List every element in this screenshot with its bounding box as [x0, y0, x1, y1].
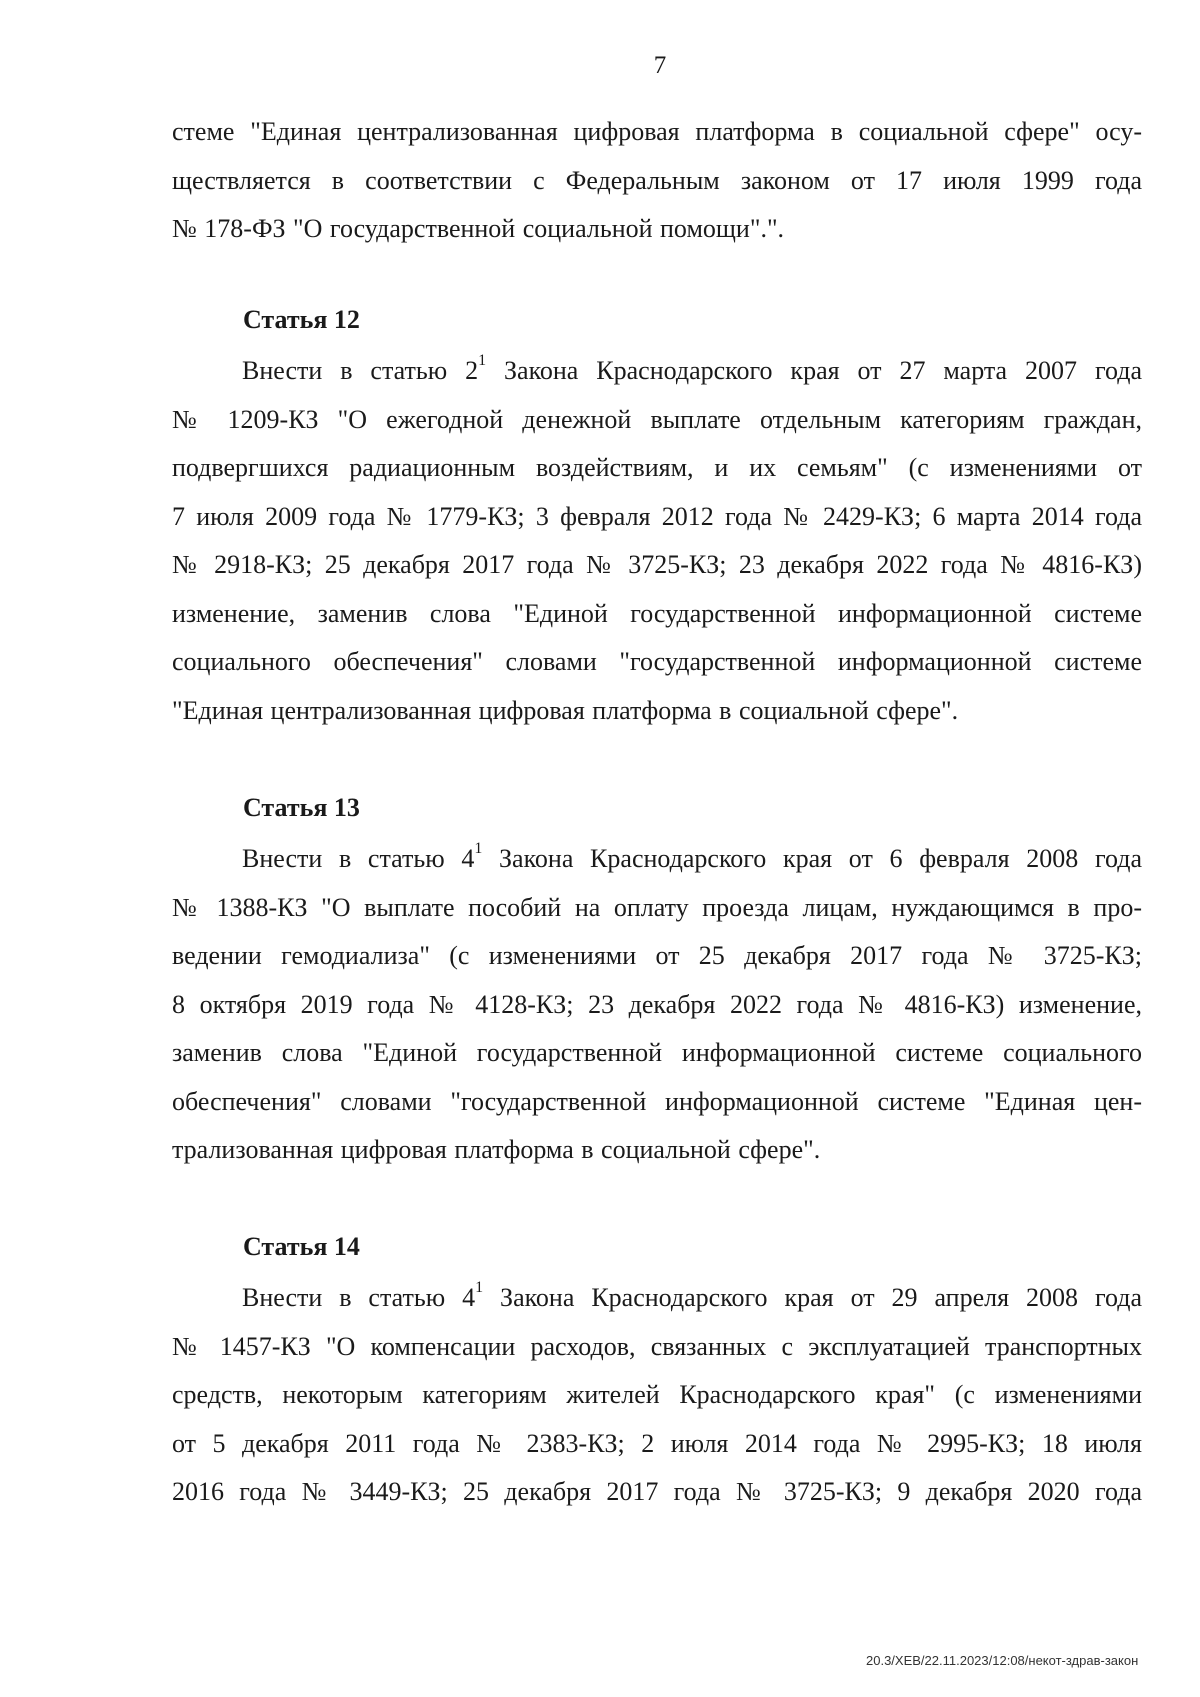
- article-14-paragraph: [172, 1274, 1142, 1517]
- article-14-heading: Статья 14: [243, 1232, 360, 1261]
- intro-line-1: стеме "Единая централизованная цифровая платформа в социальной сфере" осу-: [172, 117, 1142, 146]
- article-13-line-5: заменив слова "Единой государственной информационной системе социального: [172, 1038, 1142, 1067]
- article-14-line-5: 2016 года № 3449-КЗ; 25 декабря 2017 года № 3725-КЗ; 9 декабря 2020 года: [172, 1477, 1142, 1506]
- document-footer-code: 20.3/ХЕВ/22.11.2023/12:08/некот-здрав-закон: [866, 1653, 1139, 1668]
- superscript-marker: 1: [475, 1279, 484, 1297]
- article-12-line-5: № 2918-КЗ; 25 декабря 2017 года № 3725-КЗ; 23 декабря 2022 года № 4816-КЗ): [172, 550, 1142, 579]
- page-number: 7: [653, 52, 667, 79]
- article-13-heading: Статья 13: [243, 793, 360, 822]
- article-13-line-6: обеспечения" словами "государственной информационной системе "Единая цен-: [172, 1086, 1142, 1116]
- article-12-line-4: 7 июля 2009 года № 1779-КЗ; 3 февраля 2012 года № 2429-КЗ; 6 марта 2014 года: [172, 501, 1142, 531]
- intro-paragraph: [172, 108, 1142, 254]
- article-12-line-3: подвергшихся радиационным воздействиям, и их семьям" (с изменениями от: [172, 453, 1142, 482]
- article-12-line-8: "Единая централизованная цифровая платформа в социальной сфере".: [172, 695, 959, 725]
- article-12-heading: Статья 12: [243, 305, 360, 334]
- article-12-line-6: изменение, заменив слова "Единой государственной информационной системе: [172, 598, 1142, 628]
- superscript-marker: 1: [474, 840, 483, 858]
- intro-line-3: № 178-ФЗ "О государственной социальной помощи".".: [172, 214, 785, 243]
- article-12-line-7: социального обеспечения" словами "государственной информационной системе: [172, 647, 1142, 676]
- article-13-line-3: ведении гемодиализа" (с изменениями от 25 декабря 2017 года № 3725-КЗ;: [172, 941, 1142, 970]
- article-12-paragraph: [172, 347, 1142, 735]
- superscript-marker: 1: [478, 352, 487, 370]
- article-14-line-4: от 5 декабря 2011 года № 2383-КЗ; 2 июля 2014 года № 2995-КЗ; 18 июля: [172, 1428, 1142, 1458]
- intro-line-2: ществляется в соответствии с Федеральным законом от 17 июля 1999 года: [172, 165, 1142, 195]
- article-14-line-2: № 1457-КЗ "О компенсации расходов, связанных с эксплуатацией транспортных: [172, 1331, 1142, 1361]
- article-13-line-1: Внести в статью $4^1$ Закона Краснодарского края от 6 февраля 2008 года: [242, 840, 1142, 873]
- article-13-paragraph: [172, 835, 1142, 1175]
- article-12-line-2: № 1209-КЗ "О ежегодной денежной выплате отдельным категориям граждан,: [172, 404, 1142, 434]
- article-13-line-4: 8 октября 2019 года № 4128-КЗ; 23 декабря 2022 года № 4816-КЗ) изменение,: [172, 989, 1142, 1019]
- article-14-line-1: Внести в статью $4^1$ Закона Краснодарского края от 29 апреля 2008 года: [242, 1279, 1142, 1312]
- article-13-line-7: трализованная цифровая платформа в социальной сфере".: [172, 1135, 821, 1164]
- article-12-line-1: Внести в статью $2^1$ Закона Краснодарского края от 27 марта 2007 года: [242, 352, 1142, 385]
- article-14-line-3: средств, некоторым категориям жителей Краснодарского края" (с изменениями: [172, 1380, 1142, 1409]
- article-13-line-2: № 1388-КЗ "О выплате пособий на оплату проезда лицам, нуждающимся в про-: [172, 892, 1142, 922]
